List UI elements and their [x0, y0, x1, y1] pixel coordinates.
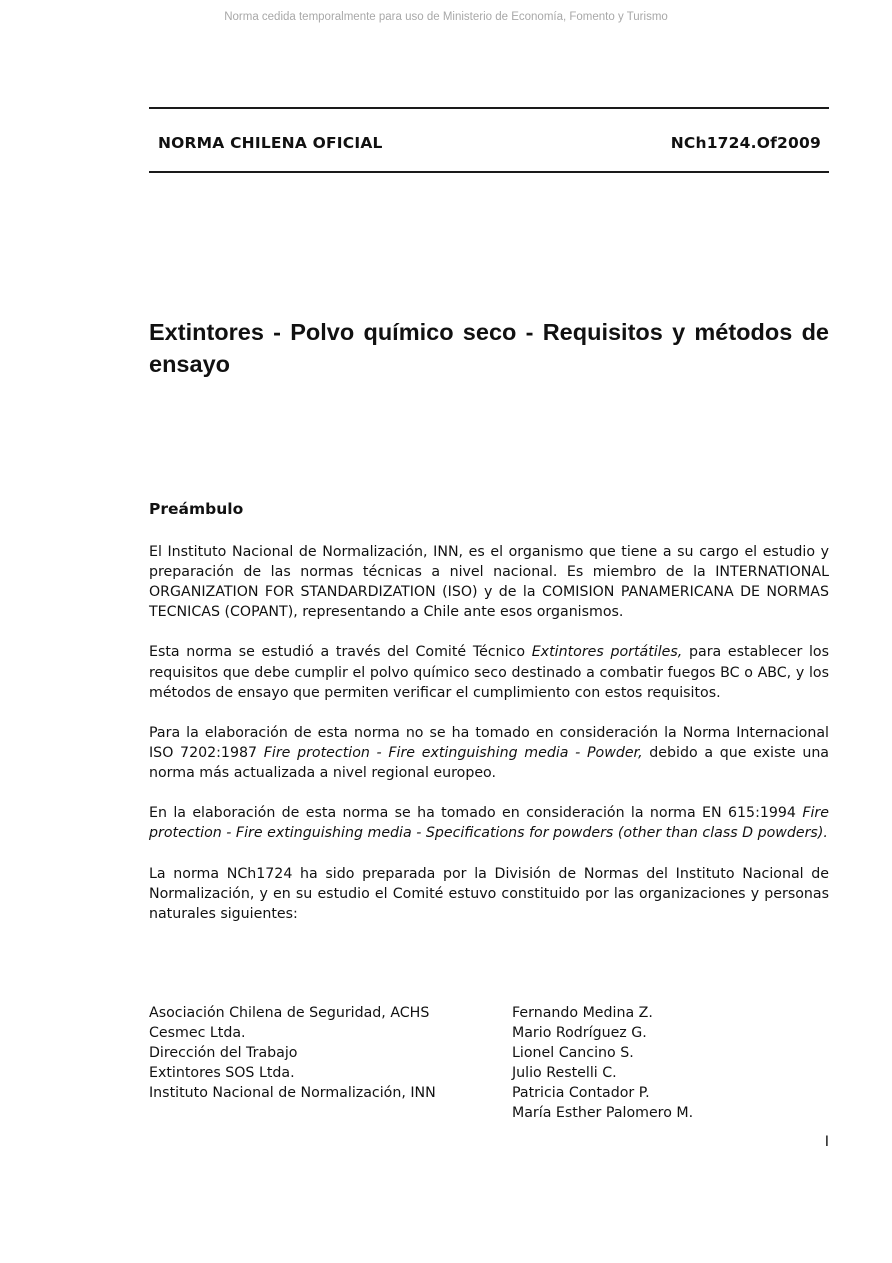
paragraph-text: En la elaboración de esta norma se ha tomado en consideración la norma EN 615:1994 — [149, 805, 803, 822]
member-person: Mario Rodríguez G. — [512, 1025, 647, 1042]
member-person: Fernando Medina Z. — [512, 1005, 653, 1021]
paragraph-text: para establecer los requisitos que debe cumplir el polvo químico seco destinado a combatir fuegos BC o ABC, y los métodos de ensayo que permiten verificar el cumplimiento con estos requisitos. — [149, 644, 829, 701]
member-row — [149, 1103, 829, 1123]
committee-members-list — [149, 1003, 829, 1124]
paragraph-en-reference — [149, 803, 829, 843]
member-organization: Asociación Chilena de Seguridad, ACHS — [149, 1005, 430, 1021]
document-type-label: NORMA CHILENA OFICIAL — [158, 134, 383, 152]
member-organization: Cesmec Ltda. — [149, 1025, 246, 1042]
member-person: María Esther Palomero M. — [512, 1105, 694, 1122]
preamble-body — [149, 542, 829, 944]
header-bottom-rule — [149, 171, 829, 173]
member-row — [149, 1003, 829, 1023]
paragraph-text: Para la elaboración de esta norma no se ha tomado en consideración la Norma Internacional ISO 7202:1987 — [149, 724, 829, 761]
paragraph-committee — [149, 642, 829, 702]
member-row — [149, 1083, 829, 1103]
paragraph-text: debido a que existe una norma más actualizada a nivel regional europeo. — [149, 744, 830, 782]
paragraph-iso-reference — [149, 723, 829, 783]
en-standard-title: Fire protection - Fire extinguishing media - Specifications for powders (other than class D powders). — [149, 805, 829, 842]
watermark: Norma cedida temporalmente para uso de Ministerio de Economía, Fomento y Turismo — [224, 11, 668, 23]
standard-code: NCh1724.Of2009 — [670, 134, 821, 152]
member-person: Patricia Contador P. — [512, 1085, 650, 1102]
preamble-heading: Preámbulo — [149, 500, 244, 518]
member-person: Julio Restelli C. — [512, 1065, 617, 1082]
paragraph-text: Esta norma se estudió a través del Comité Técnico — [149, 644, 532, 661]
paragraph-inn: El Instituto Nacional de Normalización, INN, es el organismo que tiene a su cargo el estudio y preparación de las normas técnicas a nivel nacional. Es miembro de la INTERNATIONAL ORGANIZATION FOR STANDARDIZATION (ISO) y de la COMISION PANAMERICANA DE NORMAS TECNICAS (COPANT), representando a Chile ante esos organismos. — [149, 544, 829, 621]
member-row — [149, 1063, 829, 1083]
document-title: Extintores - Polvo químico seco - Requisitos y métodos de ensayo — [149, 319, 829, 377]
member-row — [149, 1043, 829, 1063]
member-person: Lionel Cancino S. — [512, 1045, 634, 1062]
iso-standard-title: Fire protection - Fire extinguishing media - Powder, — [263, 744, 643, 761]
member-row — [149, 1023, 829, 1043]
committee-name: Extintores portátiles, — [531, 644, 683, 661]
page-number: I — [824, 1134, 829, 1150]
paragraph-committee-members-intro: La norma NCh1724 ha sido preparada por la División de Normas del Instituto Nacional de Normalización, y en su estudio el Comité estuvo constituido por las organizaciones y personas naturales siguientes: — [149, 865, 829, 922]
header-top-rule — [149, 107, 829, 109]
member-organization: Extintores SOS Ltda. — [149, 1065, 295, 1082]
member-organization: Dirección del Trabajo — [149, 1045, 298, 1062]
member-organization — [149, 1103, 512, 1123]
member-organization: Instituto Nacional de Normalización, INN — [149, 1085, 436, 1102]
